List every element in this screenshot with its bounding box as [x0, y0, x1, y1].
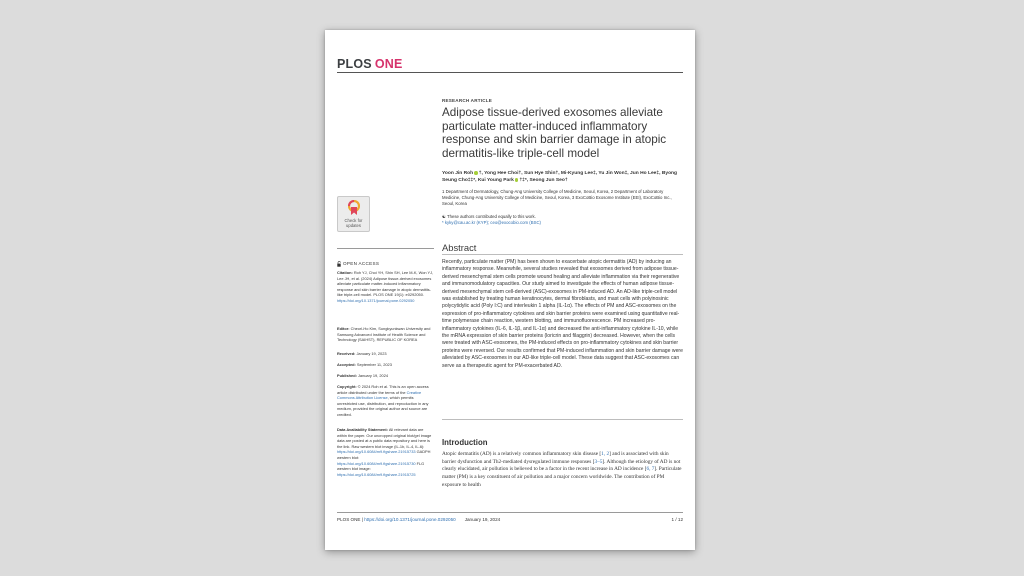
article-type: RESEARCH ARTICLE [442, 98, 492, 103]
accepted-block [337, 362, 434, 368]
abstract-divider-top [442, 254, 683, 255]
footer-doi-link[interactable]: https://doi.org/10.1371/journal.pone.0292050 [364, 517, 456, 522]
author-list [442, 170, 678, 184]
data-availability-block [337, 427, 434, 477]
citation-label: Citation: [337, 270, 353, 275]
received-block [337, 351, 434, 357]
introduction-text [442, 451, 683, 490]
article-title: Adipose tissue-derived exosomes alleviate particulate matter-induced inflammatory response and skin barrier damage in atopic dermatitis-like triple-cell model [442, 106, 667, 160]
data-availability-label: Data Availability Statement: [337, 427, 388, 432]
header-divider [337, 72, 683, 73]
intro-text-segment: Atopic dermatitis (AD) is a relatively common inflammatory skin disease [ [442, 451, 602, 457]
copyright-label: Copyright: [337, 384, 357, 389]
equal-contribution-note: ☯ These authors contributed equally to this work. [442, 214, 536, 219]
copyright-text: , which permits unrestricted use, distribution, and reproduction in any medium, provided the original author and source are credited. [337, 395, 429, 417]
published-date: January 19, 2024 [356, 373, 389, 378]
author-notes [442, 214, 678, 226]
copyright-text: © 2024 Roh et al. This is an open access article distributed under the terms of the [337, 384, 429, 395]
editor-label: Editor: [337, 326, 350, 331]
intro-text-segment: ]. Particulate matter (PM) is a key constituent of air pollution and a major concern worldwide. The contribution of PM exposure to health [442, 466, 682, 488]
affiliations: 1 Department of Dermatology, Chung-Ang University College of Medicine, Seoul, Korea, 2 Department of Laboratory Medicine, Chung-Ang University College of Medicine, Seoul, Korea, 3 ExoCoBio Exosome Institute (EEI), ExoCoBio Inc., Seoul, Korea [442, 189, 672, 206]
data-availability-text: All relevant data are within the paper. Our uncropped original blot/gel image data are posted at a public data repository and here is the link. Raw western blot image (IL-1b, IL-4, IL-6): [337, 427, 432, 449]
page-footer [337, 517, 500, 522]
author-text: †‡*, Seong Jun Seo† [519, 178, 568, 184]
citation-text: Roh YJ, Choi YH, Shin SH, Lee M-K, Won YJ, Lee JH, et al. (2024) Adipose tissue-derived exosomes alleviate particulate matter-induced inflammatory response and skin barrier damage in atopic dermatitis-like triple-cell model. PLOS ONE 19(1): e0292050. [337, 270, 434, 298]
reference-link[interactable]: 1, 2 [601, 451, 610, 457]
footer-divider [337, 512, 683, 513]
orcid-icon[interactable] [474, 171, 478, 175]
editor-block [337, 326, 434, 343]
citation-doi-link[interactable]: https://doi.org/10.1371/journal.pone.0292050 [337, 297, 415, 303]
accepted-date: September 11, 2023 [355, 362, 392, 367]
footer-date: January 19, 2024 [464, 517, 501, 522]
received-date: January 19, 2023 [355, 351, 387, 356]
citation-block [337, 270, 434, 304]
published-label: Published: [337, 373, 357, 378]
check-for-updates-badge[interactable] [337, 196, 370, 232]
data-availability-text: GADPH western blot: [337, 449, 431, 460]
intro-text-segment: ] and is associated with skin barrier dysfunction and Th2-mediated dysregulated immune responses [ [442, 451, 669, 465]
logo-one: ONE [374, 57, 403, 71]
data-link[interactable]: https://doi.org/10.6084/m9.figshare.21915730 [337, 460, 416, 466]
author-text: Yoon Jin Roh [442, 171, 474, 176]
intro-text-segment: ]. Although the etiology of AD is not clearly elucidated, air pollution is believed to be a factor in the recent increase in AD incidence [ [442, 458, 681, 473]
open-lock-icon [337, 261, 341, 267]
corresponding-emails[interactable]: * kyky@cau.ac.kr (KYP); ceo@exocobio.com (BSC) [442, 220, 541, 225]
license-link[interactable]: Creative Commons Attribution License [337, 389, 422, 401]
check-for-updates-icon [348, 200, 360, 216]
author-text: †, Yong Hee Choi†, Sun Hye Shin†, Mi-Kyung Lee‡, Yu Jin Won‡, Jun Ho Lee‡, Byong Seung Cho‡‡*, Kui Young Park [442, 171, 678, 184]
reference-link[interactable]: 6, 7 [646, 466, 655, 473]
sidebar-divider [337, 248, 434, 249]
check-for-updates-label: Check for updates [344, 218, 363, 228]
journal-logo[interactable] [337, 57, 403, 71]
footer-separator: | [360, 517, 365, 522]
open-access-text: OPEN ACCESS [343, 261, 380, 267]
orcid-icon[interactable] [515, 178, 519, 182]
introduction-heading: Introduction [442, 438, 488, 447]
data-link[interactable]: https://doi.org/10.6084/m9.figshare.21915733 [337, 449, 416, 455]
reference-link[interactable]: 3–5 [594, 458, 603, 465]
open-access-label [337, 261, 379, 267]
editor-text: Cheorl-Ho Kim, Sungkyunkwan University and Samsung Advanced Institute of Health Science and Technology (SAIHST), REPUBLIC OF KOREA [337, 326, 431, 343]
published-block [337, 373, 434, 379]
footer-journal: PLOS ONE [337, 517, 361, 522]
data-link[interactable]: https://doi.org/10.6084/m9.figshare.21915725 [337, 471, 416, 477]
paper-page [325, 30, 695, 550]
copyright-block [337, 384, 434, 418]
abstract-divider-bottom [442, 419, 683, 420]
logo-plos: PLOS [337, 57, 372, 71]
abstract-text: Recently, particulate matter (PM) has been shown to exacerbate atopic dermatitis (AD) by inducing an inflammatory response. Meanwhile, several studies revealed that exosomes derived from adipose tissue-derived mesenchymal stem cells promote wound healing and alleviate inflammation via their regenerative and immunomodulatory capacities. Our study aimed to investigate the effects of human adipose tissue-derived mesenchymal stem cell-derived (ASC)-exosomes in PM-induced AD. An AD-like triple-cell model was established by treating human keratinocytes, dermal fibroblasts, and mast cells with polyinosinic polycytidylic acid (Poly I:C) and interleukin 1 alpha (IL-1α). The effects of PM and ASC-exosomes on the expression of pro-inflammatory cytokines and skin barrier proteins were examined using quantitative real-time polymerase chain reaction, western blotting, and immunofluorescence. PM increased pro-inflammatory cytokines (IL-6, IL-1β, and IL-1α) and decreased the anti-inflammatory cytokine IL-10, while the mRNA expression of skin barrier proteins (loricrin and filaggrin) decreased. However, when the cells were treated with ASC-exosomes, the PM-induced effects on pro-inflammatory cytokines and skin barrier proteins were reversed. Our results confirmed that PM-induced inflammation and skin barrier damage were alleviated by ASC-exosomes in our AD-like triple-cell model. These data suggest that ASC-exosomes can serve as a therapeutic agent for PM-exacerbated AD. [442, 259, 683, 369]
data-availability-text: FLG western blot image: [337, 460, 425, 472]
page-number: 1 / 12 [671, 517, 683, 522]
received-label: Received: [337, 351, 356, 356]
accepted-label: Accepted: [337, 362, 356, 367]
abstract-heading: Abstract [442, 242, 477, 253]
